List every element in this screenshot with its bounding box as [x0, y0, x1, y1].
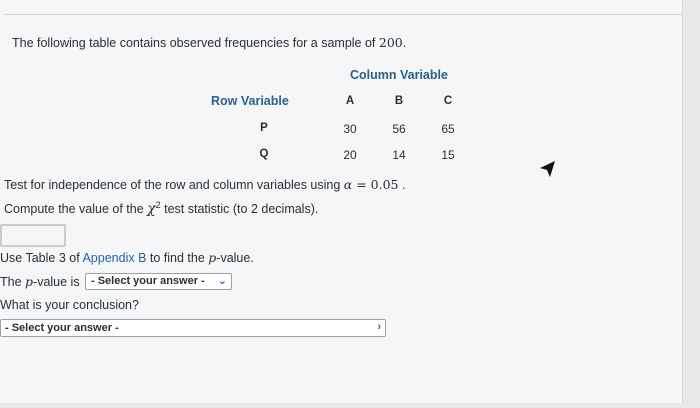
- p-symbol: p: [208, 250, 217, 265]
- intro-period: .: [402, 36, 407, 50]
- mouse-cursor-icon: [539, 160, 557, 183]
- intro-sentence: The following table contains observed frequencies for a sample of: [12, 36, 379, 50]
- pvalue-select[interactable]: [85, 273, 232, 290]
- intro-text: [12, 35, 406, 50]
- cell-q-b: 14: [392, 148, 406, 162]
- appendix-text-before: Use Table 3 of: [0, 251, 83, 265]
- sample-size: 200: [378, 35, 403, 50]
- conclusion-question: What is your conclusion?: [0, 298, 139, 312]
- compute-text-before: Compute the value of the: [4, 202, 148, 217]
- cell-p-b: 56: [392, 122, 406, 136]
- pvalue-text-after: -value is: [33, 275, 80, 289]
- equals-sign: =: [352, 177, 371, 192]
- conclusion-select[interactable]: [0, 319, 386, 337]
- appendix-text-middle: to find the: [146, 251, 209, 265]
- pvalue-p-symbol: p: [25, 274, 34, 289]
- test-statistic-input[interactable]: [0, 224, 66, 247]
- pvalue-text-before: The: [0, 275, 26, 289]
- column-variable-header: Column Variable: [350, 68, 448, 82]
- chi-superscript: 2: [155, 200, 161, 210]
- column-header-c: C: [443, 95, 453, 107]
- row-header-q: Q: [259, 148, 269, 160]
- cell-p-c: 65: [441, 122, 455, 136]
- appendix-b-link[interactable]: Appendix B: [82, 251, 147, 265]
- cell-q-c: 15: [441, 148, 455, 162]
- column-header-b: B: [394, 95, 404, 107]
- row-header-p: P: [260, 122, 268, 134]
- chevron-down-icon: ⌄: [217, 275, 227, 287]
- cell-q-a: 20: [343, 148, 357, 162]
- column-header-a: A: [345, 95, 355, 107]
- compute-instruction: [4, 200, 318, 217]
- compute-text-after: test statistic (to 2 decimals).: [160, 202, 319, 217]
- alpha-value: 0.05: [370, 177, 399, 192]
- chi-symbol: χ: [147, 201, 156, 218]
- test-instruction: [4, 177, 405, 192]
- pvalue-select-value: - Select your answer -: [91, 275, 205, 287]
- conclusion-select-value: - Select your answer -: [5, 322, 119, 334]
- test-instruction-text: Test for independence of the row and column variables using: [4, 178, 344, 192]
- appendix-text-after: -value.: [216, 251, 254, 265]
- cell-p-a: 30: [343, 122, 357, 136]
- alpha-symbol: α: [343, 177, 353, 192]
- test-period: .: [398, 178, 406, 192]
- pvalue-label: [0, 274, 80, 289]
- appendix-instruction: [0, 250, 254, 265]
- row-variable-header: Row Variable: [211, 94, 289, 108]
- chevron-right-icon: ›: [377, 321, 381, 333]
